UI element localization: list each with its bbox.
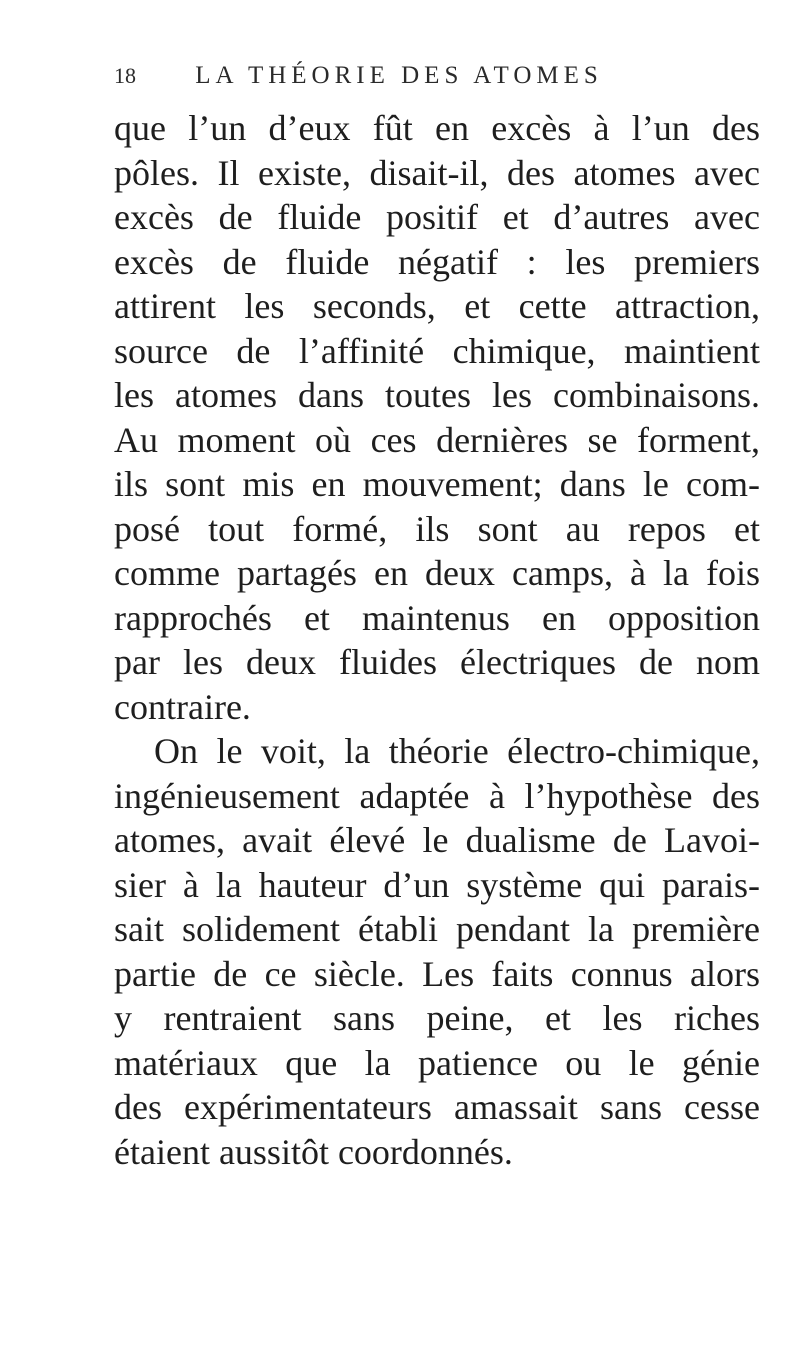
text-line: rapprochés et maintenus en opposition: [114, 597, 760, 638]
text-line: étaient aussitôt coordonnés.: [114, 1131, 513, 1172]
text-line: contraire.: [114, 686, 251, 727]
text-line: Au moment où ces dernières se forment,: [114, 419, 760, 460]
text-line: les atomes dans toutes les combinaisons.: [114, 375, 760, 415]
text-line: par les deux fluides électriques de nom: [114, 642, 760, 682]
text-line: ingénieusement adaptée à l’hypothèse des: [114, 775, 760, 816]
running-title: LA THÉORIE DES ATOMES: [195, 62, 603, 89]
text-line: pôles. Il existe, disait-il, des atomes avec: [114, 152, 760, 193]
text-line: comme partagés en deux camps, à la fois: [114, 553, 760, 593]
text-line: atomes, avait élevé le dualisme de Lavoi-: [114, 820, 760, 860]
text-line: source de l’affinité chimique, maintient: [114, 330, 760, 371]
text-line: y rentraient sans peine, et les riches: [114, 998, 760, 1038]
text-line: que l’un d’eux fût en excès à l’un des: [114, 108, 760, 148]
running-head: [114, 58, 654, 94]
text-line: partie de ce siècle. Les faits connus alors: [114, 953, 760, 994]
text-line: attirent les seconds, et cette attraction,: [114, 286, 760, 326]
text-line: On le voit, la théorie électro-chimique,: [154, 731, 760, 771]
text-line: ils sont mis en mouvement; dans le com-: [114, 464, 760, 504]
text-line: sait solidement établi pendant la première: [114, 909, 760, 949]
text-line: matériaux que la patience ou le génie: [114, 1042, 760, 1083]
text-line: sier à la hauteur d’un système qui parais-: [114, 864, 760, 905]
text-line: des expérimentateurs amassait sans cesse: [114, 1087, 760, 1127]
body-text: [114, 106, 760, 1174]
text-line: excès de fluide positif et d’autres avec: [114, 197, 760, 237]
text-line: posé tout formé, ils sont au repos et: [114, 508, 760, 549]
page-number: 18: [114, 63, 136, 88]
paragraph: [114, 106, 760, 729]
paragraph: [114, 729, 760, 1174]
text-line: excès de fluide négatif : les premiers: [114, 241, 760, 282]
